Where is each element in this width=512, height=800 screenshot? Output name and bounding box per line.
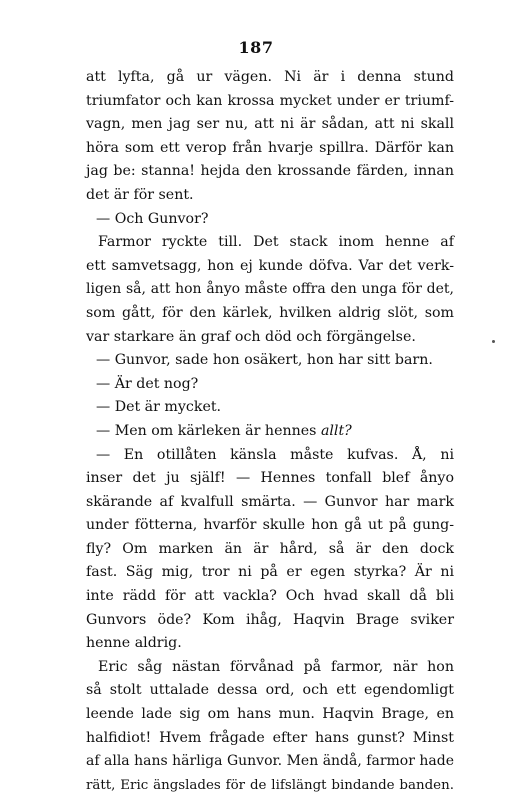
text-line: var starkare än graf och död och förgängelse. xyxy=(86,328,416,345)
paragraph-start-line: Farmor ryckte till. Det stack inom henne af xyxy=(98,234,454,251)
text-line: som gått, för den kärlek, hvilken aldrig slöt, som xyxy=(86,304,454,321)
dialogue-text: — Men om kärleken är hennes xyxy=(96,422,321,439)
text-line: vagn, men jag ser nu, att ni är sådan, att ni skall xyxy=(86,116,454,133)
text-line: af alla hans härliga Gunvor. Men ändå, farmor hade xyxy=(86,753,454,770)
dialogue-line xyxy=(86,420,454,444)
text-line: under fötterna, hvarför skulle hon gå ut på gung- xyxy=(86,517,454,534)
dialogue-line: — En otillåten känsla måste kufvas. Å, ni xyxy=(96,446,454,463)
dialogue-line: — Det är mycket. xyxy=(96,399,222,416)
print-speck xyxy=(492,340,495,343)
text-line: halfidiot! Hvem frågade efter hans gunst? Minst xyxy=(86,729,454,746)
page-number: 187 xyxy=(238,38,274,57)
text-line: det är för sent. xyxy=(86,186,194,203)
text-line: rätt, Eric ängslades för de lifslängt bindande banden. xyxy=(86,777,454,793)
text-line: jag be: stanna! hejda den krossande färden, innan xyxy=(86,163,454,180)
text-line: så stolt uttalade dessa ord, och ett egendomligt xyxy=(86,682,454,699)
text-line: inte rädd för att vackla? Och hvad skall då bli xyxy=(86,588,454,605)
text-line: ett samvetsagg, hon ej kunde döfva. Var det verk- xyxy=(86,257,454,274)
text-line: inser det ju själf! — Hennes tonfall blef ånyo xyxy=(86,470,454,487)
text-line: henne aldrig. xyxy=(86,635,182,652)
text-line: ligen så, att hon ånyo måste offra den unga för det, xyxy=(86,281,454,298)
text-line: leende lade sig om hans mun. Haqvin Brage, en xyxy=(86,706,454,723)
text-line: Gunvors öde? Kom ihåg, Haqvin Brage sviker xyxy=(86,611,454,628)
text-line: skärande af kvalfull smärta. — Gunvor har mark xyxy=(86,493,454,510)
text-line: triumfator och kan krossa mycket under er triumf- xyxy=(86,92,454,109)
italic-word: allt? xyxy=(320,422,352,439)
dialogue-line: — Är det nog? xyxy=(96,375,199,392)
body-text xyxy=(86,66,454,797)
dialogue-line: — Gunvor, sade hon osäkert, hon har sitt barn. xyxy=(96,352,433,369)
dialogue-line: — Och Gunvor? xyxy=(96,210,209,227)
paragraph-start-line: Eric såg nästan förvånad på farmor, när hon xyxy=(98,658,454,675)
text-line: fly? Om marken än är hård, så är den dock xyxy=(86,540,454,557)
text-line: fast. Säg mig, tror ni på er egen styrka? Är ni xyxy=(86,564,454,581)
text-line: höra som ett verop från hvarje spillra. Därför kan xyxy=(86,139,454,156)
text-line: att lyfta, gå ur vägen. Ni är i denna stund xyxy=(86,69,454,85)
